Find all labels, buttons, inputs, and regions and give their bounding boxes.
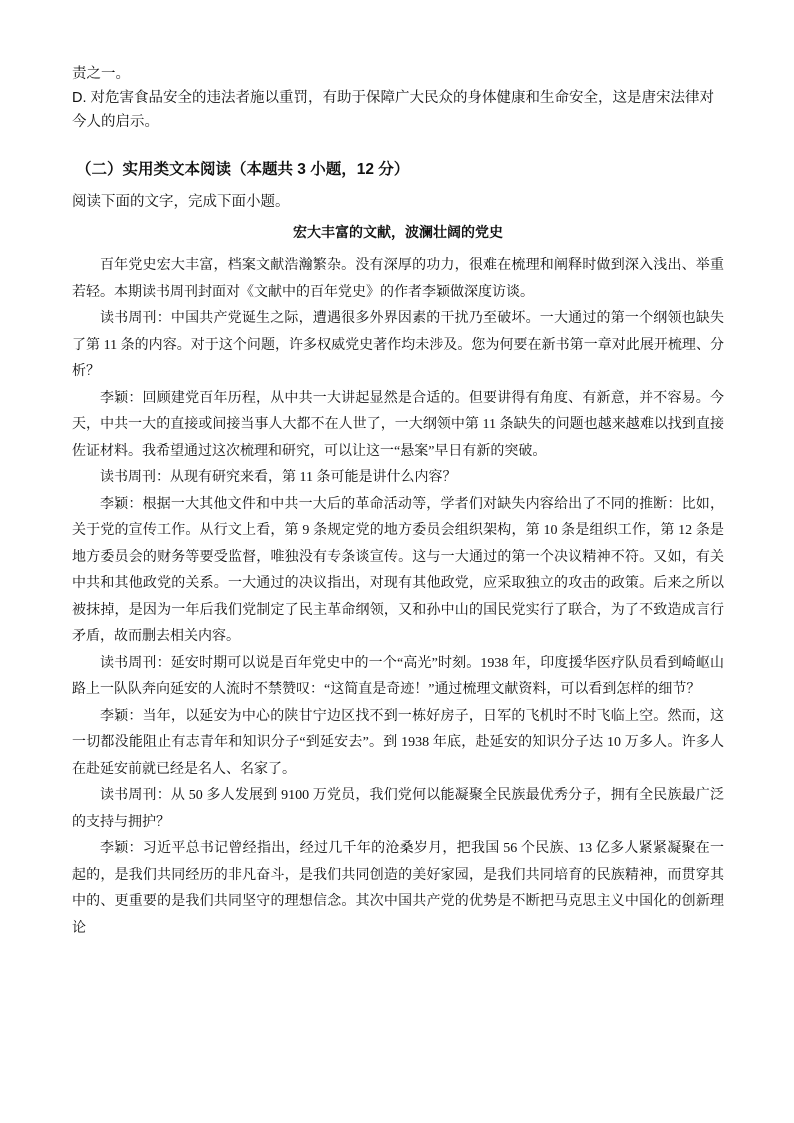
previous-question-tail — [72, 62, 724, 134]
option-d: D. 对危害食品安全的违法者施以重罚，有助于保障广大民众的身体健康和生命安全，这是唐宋法律对今人的启示。 — [72, 90, 715, 130]
article-paragraph: 读书周刊：从 50 多人发展到 9100 万党员，我们党何以能凝聚全民族最优秀分子，拥有全民族最广泛的支持与拥护？ — [72, 788, 724, 830]
reading-instruction: 阅读下面的文字，完成下面小题。 — [72, 194, 290, 210]
article-paragraph: 李颖：根据一大其他文件和中共一大后的革命活动等，学者们对缺失内容给出了不同的推断：比如，关于党的宣传工作。从行文上看，第 9 条规定党的地方委员会组织架构，第 10 条是组织工作，第 12 条是地方委员会的财务等要受监督，唯独没有专条谈宣传。这与一大通过的第一个决议精神不符。又如，有关中共和其他政党的关系。一大通过的决议指出，对现有其他政党，应采取独立的攻击的政策。后来之所以被抹掉，是因为一年后我们党制定了民主革命纲领，又和孙中山的国民党实行了联合，为了不致造成言行矛盾，故而删去相关内容。 — [72, 496, 724, 644]
article-paragraph: 读书周刊：延安时期可以说是百年党史中的一个“高光”时刻。1938 年，印度援华医疗队员看到崎岖山路上一队队奔向延安的人流时不禁赞叹：“这简直是奇迹！”通过梳理文献资料，可以看到怎样的细节？ — [72, 655, 724, 697]
article-paragraph: 李颖：习近平总书记曾经指出，经过几千年的沧桑岁月，把我国 56 个民族、13 亿多人紧紧凝聚在一起的，是我们共同经历的非凡奋斗，是我们共同创造的美好家园，是我们共同培育的民族精神，而贯穿其中的、更重要的是我们共同坚守的理想信念。其次中国共产党的优势是不断把马克思主义中国化的创新理论 — [72, 841, 724, 936]
text-line: 责之一。 — [72, 66, 130, 82]
article-paragraph: 李颖：回顾建党百年历程，从中共一大讲起显然是合适的。但要讲得有角度、有新意，并不容易。今天，中共一大的直接或间接当事人大都不在人世了，一大纲领中第 11 条缺失的问题也越来越难以找到直接佐证材料。我希望通过这次梳理和研究，可以让这一“悬案”早日有新的突破。 — [72, 390, 724, 459]
article-paragraph: 读书周刊：中国共产党诞生之际，遭遇很多外界因素的干扰乃至破坏。一大通过的第一个纲领也缺失了第 11 条的内容。对于这个问题，许多权威党史著作均未涉及。您为何要在新书第一章对此展开梳理、分析？ — [72, 311, 724, 379]
section-heading: （二）实用类文本阅读（本题共 3 小题，12 分） — [76, 161, 410, 178]
article-paragraph: 读书周刊：从现有研究来看，第 11 条可能是讲什么内容？ — [100, 470, 457, 485]
article-body — [72, 253, 724, 942]
article-paragraph: 百年党史宏大丰富，档案文献浩瀚繁杂。没有深厚的功力，很难在梳理和阐释时做到深入浅出、举重若轻。本期读书周刊封面对《文献中的百年党史》的作者李颖做深度访谈。 — [72, 258, 724, 300]
article-title: 宏大丰富的文献，波澜壮阔的党史 — [293, 226, 503, 241]
article-paragraph: 李颖：当年，以延安为中心的陕甘宁边区找不到一栋好房子，日军的飞机时不时飞临上空。然而，这一切都没能阻止有志青年和知识分子“到延安去”。到 1938 年底，赴延安的知识分子达 10 万多人。许多人在赴延安前就已经是名人、名家了。 — [72, 708, 724, 777]
